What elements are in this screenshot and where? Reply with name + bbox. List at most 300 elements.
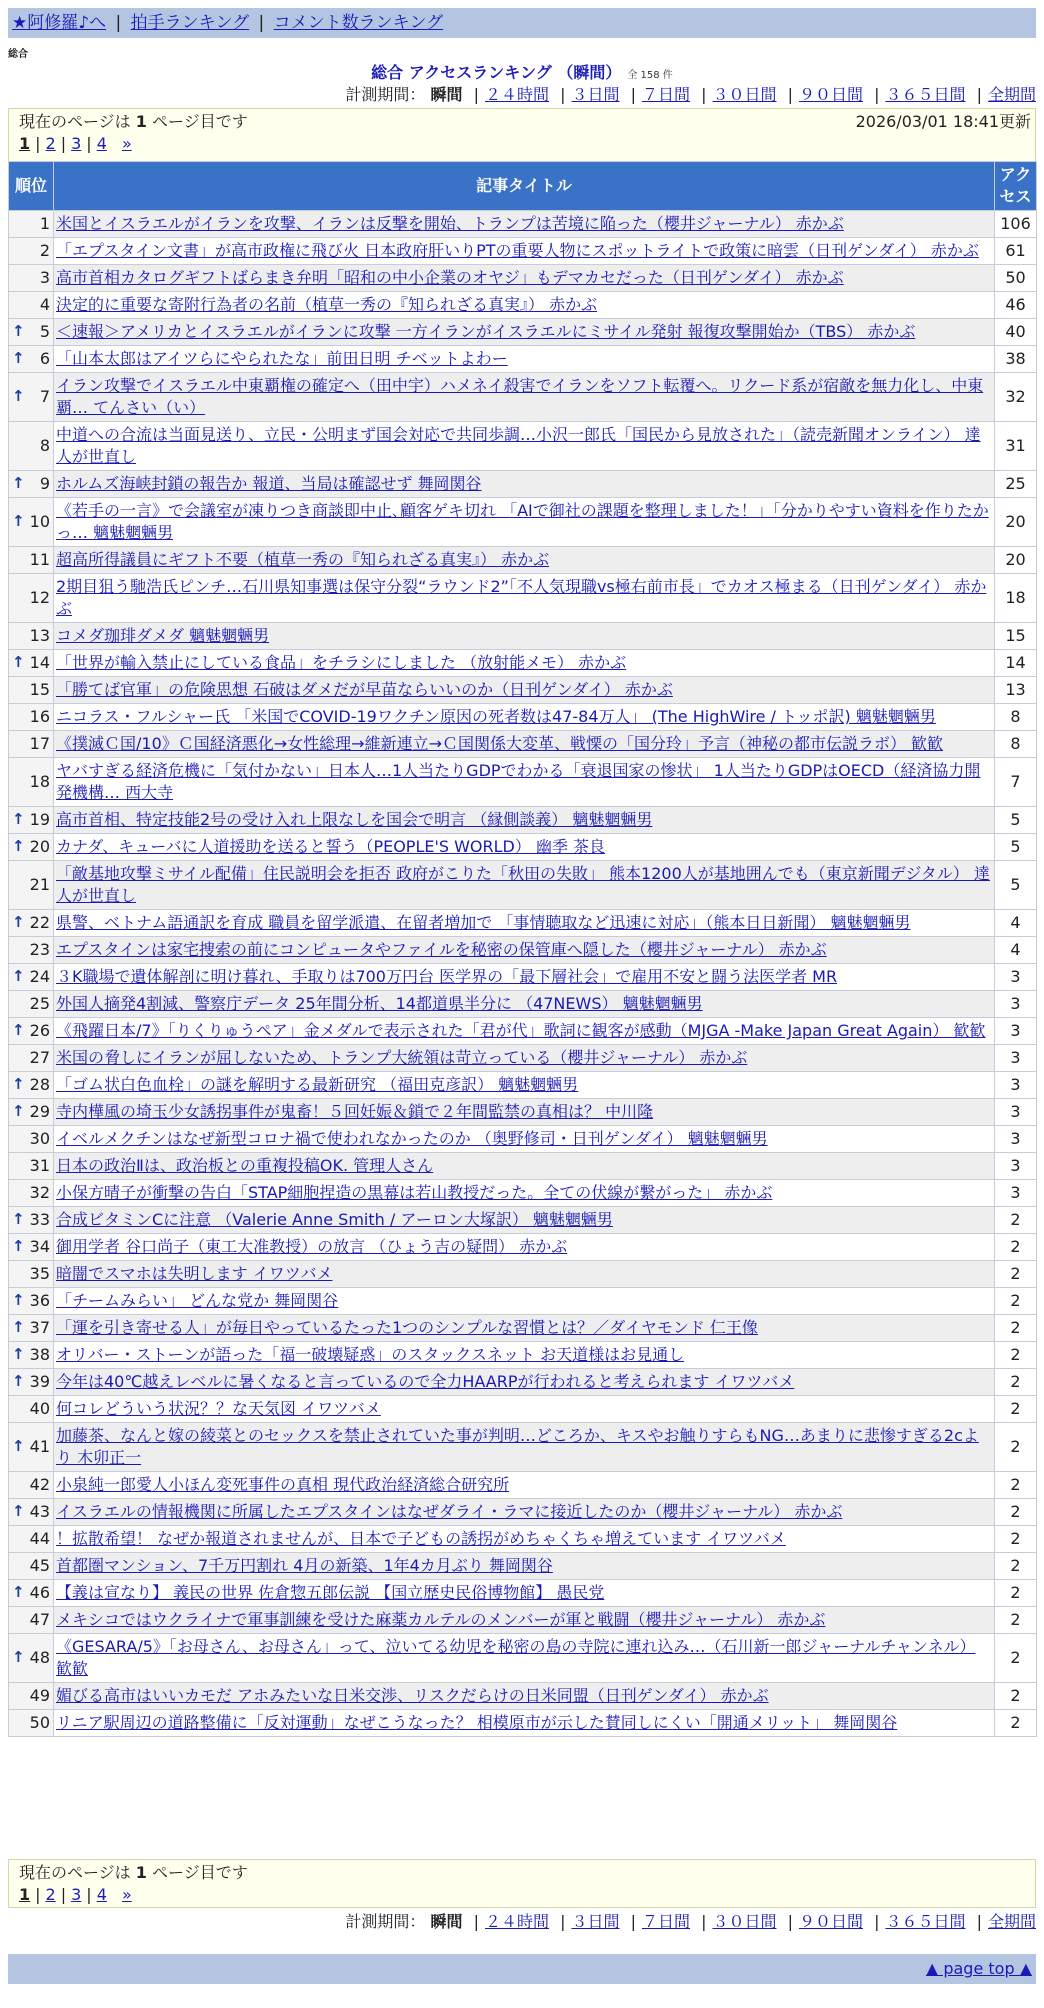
- period-365d-link[interactable]: ３６５日間: [885, 85, 966, 104]
- rank-up-arrow-icon: ↑: [12, 912, 25, 931]
- access-count: 3: [995, 1126, 1037, 1153]
- rank-cell: [9, 1099, 54, 1126]
- rank-number: 31: [29, 1156, 50, 1175]
- page-1-current: 1: [19, 1885, 31, 1904]
- next-page-link[interactable]: »: [121, 1885, 132, 1904]
- page-info-bottom: [8, 1859, 1036, 1908]
- rank-number: 14: [29, 653, 50, 672]
- access-count: 2: [995, 1288, 1037, 1315]
- page-4-link[interactable]: 4: [96, 1885, 107, 1904]
- rank-up-arrow-icon: ↑: [12, 809, 25, 828]
- rank-cell: [9, 1045, 54, 1072]
- access-count: 2: [995, 1683, 1037, 1710]
- title-cell: [54, 834, 995, 861]
- title-cell: [54, 1072, 995, 1099]
- table-row: [9, 1315, 1037, 1342]
- article-title-link[interactable]: オリバー・ストーンが語った「福一破壊疑惑」のスタックスネット お天道様はお見通し: [56, 1345, 685, 1364]
- article-title-link[interactable]: 日本の政治Ⅱは、政治板との重複投稿OK. 管理人さん: [56, 1156, 434, 1175]
- access-count: 7: [995, 758, 1037, 807]
- access-count: 2: [995, 1553, 1037, 1580]
- title-cell: [54, 1045, 995, 1072]
- article-title-link[interactable]: 「チームみらい」 どんな党か 舞岡関谷: [56, 1291, 339, 1310]
- table-row: [9, 731, 1037, 758]
- rank-number: 42: [29, 1475, 50, 1494]
- period-3d-link[interactable]: ３日間: [571, 85, 620, 104]
- rank-number: 15: [29, 680, 50, 699]
- article-title-link[interactable]: エプスタインは家宅捜索の前にコンピュータやファイルを秘密の保管庫へ隠した（櫻井ジャーナル） 赤かぶ: [56, 940, 827, 959]
- access-count: 2: [995, 1423, 1037, 1472]
- rank-cell: [9, 1526, 54, 1553]
- title-cell: [54, 574, 995, 623]
- title-column-header: 記事タイトル: [54, 162, 995, 211]
- access-count: 2: [995, 1396, 1037, 1423]
- access-count: 2: [995, 1472, 1037, 1499]
- table-row: [9, 1607, 1037, 1634]
- table-row: [9, 1472, 1037, 1499]
- table-row: [9, 292, 1037, 319]
- title-cell: [54, 1234, 995, 1261]
- period-all-link[interactable]: 全期間: [987, 1912, 1036, 1931]
- rank-up-arrow-icon: ↑: [12, 1647, 25, 1666]
- title-cell: [54, 1126, 995, 1153]
- article-title-link[interactable]: 《飛躍日本/7》「りくりゅうペア」金メダルで表示された「君が代」歌詞に観客が感動（MJGA -Make Japan Great Again） 歓歓: [56, 1021, 986, 1040]
- rank-up-arrow-icon: ↑: [12, 1020, 25, 1039]
- period-current: 瞬間: [430, 1912, 463, 1931]
- article-title-link[interactable]: 小泉純一郎愛人小ほん変死事件の真相 現代政治経済総合研究所: [56, 1475, 510, 1494]
- rank-cell: [9, 1207, 54, 1234]
- rank-cell: [9, 211, 54, 238]
- period-24h-link[interactable]: ２４時間: [484, 85, 549, 104]
- article-title-link[interactable]: 「エプスタイン文書」が高市政権に飛び火 日本政府肝いりPTの重要人物にスポットライトで政策に暗雲（日刊ゲンダイ） 赤かぶ: [56, 241, 979, 260]
- rank-number: 10: [29, 512, 50, 531]
- page-top-link[interactable]: ▲ page top ▲: [925, 1959, 1032, 1978]
- table-row: [9, 1072, 1037, 1099]
- period-7d-link[interactable]: ７日間: [641, 85, 690, 104]
- rank-up-arrow-icon: ↑: [12, 1582, 25, 1601]
- rank-up-arrow-icon: ↑: [12, 1290, 25, 1309]
- rank-cell: [9, 1180, 54, 1207]
- table-row: [9, 211, 1037, 238]
- rank-cell: [9, 650, 54, 677]
- title-cell: [54, 547, 995, 574]
- title-cell: [54, 498, 995, 547]
- article-title-link[interactable]: イベルメクチンはなぜ新型コロナ禍で使われなかったのか （奥野修司・日刊ゲンダイ） 魑魅魍魎男: [56, 1129, 768, 1148]
- table-row: [9, 834, 1037, 861]
- table-row: [9, 1099, 1037, 1126]
- title-cell: [54, 1207, 995, 1234]
- rank-number: 12: [29, 588, 50, 607]
- access-count: 3: [995, 991, 1037, 1018]
- article-title-link[interactable]: 決定的に重要な寄附行為者の名前（植草一秀の『知られざる真実』） 赤かぶ: [56, 295, 598, 314]
- rank-number: 47: [29, 1610, 50, 1629]
- rank-up-arrow-icon: ↑: [12, 1209, 25, 1228]
- table-row: [9, 1018, 1037, 1045]
- access-count: 4: [995, 910, 1037, 937]
- rank-number: 48: [29, 1648, 50, 1667]
- table-row: [9, 1045, 1037, 1072]
- article-title-link[interactable]: 「運を引き寄せる人」が毎日やっているたった1つのシンプルな習慣とは？／ダイヤモンド 仁王像: [56, 1318, 758, 1337]
- home-link[interactable]: ★阿修羅♪へ: [12, 13, 107, 33]
- rank-number: 7: [39, 387, 50, 406]
- article-title-link[interactable]: 高市首相カタログギフトばらまき弁明「昭和の中小企業のオヤジ」もデマカセだった（日刊ゲンダイ） 赤かぶ: [56, 268, 844, 287]
- article-title-link[interactable]: 寺内樺風の埼玉少女誘拐事件が鬼畜！５回妊娠＆鎖で２年間監禁の真相は？ 中川隆: [56, 1102, 654, 1121]
- table-row: [9, 1499, 1037, 1526]
- rank-number: 11: [29, 550, 50, 569]
- article-title-link[interactable]: 暗闇でスマホは失明します イワツバメ: [56, 1264, 333, 1283]
- period-90d-link[interactable]: ９０日間: [798, 1912, 863, 1931]
- article-title-link[interactable]: 県警、ベトナム語通訳を育成 職員を留学派遣、在留者増加で 「事情聴取など迅速に対応」（熊本日日新聞） 魑魅魍魎男: [56, 913, 911, 932]
- article-title-link[interactable]: 「世界が輸入禁止にしている食品」をチラシにしました （放射能メモ） 赤かぶ: [56, 653, 627, 672]
- table-row: [9, 677, 1037, 704]
- pagination-top: 1 | 2 | 3 | 4 »: [19, 134, 132, 153]
- access-count: 2: [995, 1207, 1037, 1234]
- access-count: 2: [995, 1261, 1037, 1288]
- article-title-link[interactable]: 「勝てば官軍」の危険思想 石破はダメだが早苗ならいいのか（日刊ゲンダイ） 赤かぶ: [56, 680, 673, 699]
- article-title-link[interactable]: 「山本太郎はアイツらにやられたな」前田日明 チベットよわー: [56, 349, 508, 368]
- table-row: [9, 1683, 1037, 1710]
- table-row: [9, 1180, 1037, 1207]
- rank-number: 20: [29, 837, 50, 856]
- period-label: 計測期間：: [345, 1912, 426, 1931]
- rank-cell: [9, 1499, 54, 1526]
- rank-cell: [9, 1580, 54, 1607]
- access-count: 38: [995, 346, 1037, 373]
- rank-up-arrow-icon: ↑: [12, 966, 25, 985]
- access-count: 5: [995, 861, 1037, 910]
- article-title-link[interactable]: 高市首相、特定技能2号の受け入れ上限なしを国会で明言 （縁側談義） 魑魅魍魎男: [56, 810, 653, 829]
- rank-cell: [9, 1342, 54, 1369]
- table-row: [9, 547, 1037, 574]
- applause-ranking-link[interactable]: 拍手ランキング: [130, 13, 250, 33]
- period-365d-link[interactable]: ３６５日間: [885, 1912, 966, 1931]
- table-row: [9, 937, 1037, 964]
- access-count: 8: [995, 704, 1037, 731]
- rank-cell: [9, 1710, 54, 1737]
- rank-number: 19: [29, 810, 50, 829]
- page-3-link[interactable]: 3: [71, 1885, 82, 1904]
- access-count: 5: [995, 834, 1037, 861]
- rank-up-arrow-icon: ↑: [12, 473, 25, 492]
- article-title-link[interactable]: 今年は40℃越えレベルに暑くなると言っているので全力HAARPが行われると考えられます イワツバメ: [56, 1372, 795, 1391]
- table-row: [9, 1288, 1037, 1315]
- article-title-link[interactable]: 《撲滅Ｃ国/10》Ｃ国経済悪化→女性総理→維新連立→Ｃ国関係大変革、戦慄の「国分玲」予言（神秘の都市伝説ラボ） 歓歓: [56, 734, 944, 753]
- rank-cell: [9, 1234, 54, 1261]
- rank-cell: [9, 292, 54, 319]
- title-cell: [54, 1153, 995, 1180]
- page-2-link[interactable]: 2: [45, 134, 56, 153]
- updated-timestamp: 2026/03/01 18:41更新: [855, 112, 1031, 131]
- rank-cell: [9, 373, 54, 422]
- rank-cell: [9, 238, 54, 265]
- rank-number: 35: [29, 1264, 50, 1283]
- table-row: [9, 1634, 1037, 1683]
- rank-up-arrow-icon: ↑: [12, 386, 25, 405]
- table-row: [9, 471, 1037, 498]
- page-2-link[interactable]: 2: [45, 1885, 56, 1904]
- rank-number: 9: [39, 474, 50, 493]
- rank-number: 30: [29, 1129, 50, 1148]
- rank-up-arrow-icon: ↑: [12, 1236, 25, 1255]
- footer-bar: [8, 1954, 1036, 1984]
- title-cell: [54, 1607, 995, 1634]
- title-cell: [54, 238, 995, 265]
- title-cell: [54, 373, 995, 422]
- access-count: 25: [995, 471, 1037, 498]
- table-row: [9, 1396, 1037, 1423]
- access-count: 20: [995, 498, 1037, 547]
- rank-cell: [9, 1683, 54, 1710]
- period-24h-link[interactable]: ２４時間: [484, 1912, 549, 1931]
- current-page-text: 現在のページは 1 ページ目です: [19, 1863, 248, 1882]
- access-count: 4: [995, 937, 1037, 964]
- current-page-text: 現在のページは 1 ページ目です: [19, 112, 248, 131]
- page-4-link[interactable]: 4: [96, 134, 107, 153]
- rank-cell: [9, 1607, 54, 1634]
- current-page-number: 1: [135, 112, 147, 131]
- article-title-link[interactable]: 米国とイスラエルがイランを攻撃、イランは反撃を開始、トランプは苦境に陥った（櫻井ジャーナル） 赤かぶ: [56, 214, 844, 233]
- access-count: 3: [995, 1072, 1037, 1099]
- article-title-link[interactable]: イラン攻撃でイスラエル中東覇権の確定へ（田中宇）ハメネイ殺害でイランをソフト転覆へ。リクード系が宿敵を無力化し、中東覇… てんさい（い）: [56, 376, 984, 417]
- article-title-link[interactable]: 《若手の一言》で会議室が凍りつき商談即中止､顧客ゲキ切れ 「AIで御社の課題を整理しました！｣「分かりやすい資料を作りたかっ… 魑魅魍魎男: [56, 501, 989, 542]
- rank-cell: [9, 991, 54, 1018]
- ranking-title-text: 総合 アクセスランキング （瞬間）: [371, 63, 622, 82]
- article-title-link[interactable]: イスラエルの情報機関に所属したエプスタインはなぜダライ・ラマに接近したのか（櫻井ジャーナル） 赤かぶ: [56, 1502, 843, 1521]
- rank-number: 5: [39, 322, 50, 341]
- table-row: [9, 574, 1037, 623]
- title-cell: [54, 677, 995, 704]
- article-title-link[interactable]: カナダ、キューバに人道援助を送ると誓う（PEOPLE'S WORLD） 幽季 茶良: [56, 837, 606, 856]
- access-count: 2: [995, 1607, 1037, 1634]
- title-cell: [54, 1499, 995, 1526]
- period-30d-link[interactable]: ３０日間: [712, 85, 777, 104]
- rank-number: 2: [39, 241, 50, 260]
- rank-number: 17: [29, 734, 50, 753]
- article-title-link[interactable]: 御用学者 谷口尚子（東工大准教授）の放言 （ひょう吉の疑問） 赤かぶ: [56, 1237, 568, 1256]
- rank-number: 13: [29, 626, 50, 645]
- rank-cell: [9, 910, 54, 937]
- title-cell: [54, 1369, 995, 1396]
- rank-cell: [9, 937, 54, 964]
- title-cell: [54, 1634, 995, 1683]
- rank-number: 6: [39, 349, 50, 368]
- table-row: [9, 1126, 1037, 1153]
- access-count: 2: [995, 1634, 1037, 1683]
- rank-number: 45: [29, 1556, 50, 1575]
- rank-number: 25: [29, 994, 50, 1013]
- table-row: [9, 422, 1037, 471]
- article-title-link[interactable]: 媚びる高市はいいカモだ アホみたいな日米交渉、リスクだらけの日米同盟（日刊ゲンダイ） 赤かぶ: [56, 1686, 769, 1705]
- ranking-table: [8, 161, 1037, 1737]
- rank-cell: [9, 422, 54, 471]
- title-cell: [54, 758, 995, 807]
- access-count: 46: [995, 292, 1037, 319]
- rank-cell: [9, 1553, 54, 1580]
- title-cell: [54, 1261, 995, 1288]
- rank-up-arrow-icon: ↑: [12, 1501, 25, 1520]
- article-title-link[interactable]: 加藤茶、なんと嫁の綾菜とのセックスを禁止されていた事が判明…どころか、キスやお触りすらもNG…あまりに悲惨すぎる2cより 木卯正一: [56, 1426, 979, 1467]
- next-page-link[interactable]: »: [121, 134, 132, 153]
- period-all-link[interactable]: 全期間: [987, 85, 1036, 104]
- rank-cell: [9, 807, 54, 834]
- rank-cell: [9, 834, 54, 861]
- title-cell: [54, 1683, 995, 1710]
- table-row: [9, 1526, 1037, 1553]
- comment-ranking-link[interactable]: コメント数ランキング: [273, 13, 444, 33]
- rank-cell: [9, 265, 54, 292]
- title-cell: [54, 1580, 995, 1607]
- rank-number: 27: [29, 1048, 50, 1067]
- article-title-link[interactable]: 合成ビタミンCに注意 （Valerie Anne Smith / アーロン大塚訳） 魑魅魍魎男: [56, 1210, 613, 1229]
- rank-up-arrow-icon: ↑: [12, 1344, 25, 1363]
- title-cell: [54, 1553, 995, 1580]
- page-3-link[interactable]: 3: [71, 134, 82, 153]
- rank-cell: [9, 861, 54, 910]
- table-row: [9, 704, 1037, 731]
- article-title-link[interactable]: ３K職場で遺体解剖に明け暮れ、手取りは700万円台 医学界の「最下層社会」で雇用不安と闘う法医学者 MR: [56, 967, 838, 986]
- article-title-link[interactable]: 「敵基地攻撃ミサイル配備」住民説明会を拒否 政府がこりた「秋田の失敗」 熊本1200人が基地囲んでも（東京新聞デジタル） 達人が世直し: [56, 864, 990, 905]
- period-selector-top: 計測期間： 瞬間 | ２４時間 | ３日間 | ７日間 | ３０日間 | ９０日間 | ３６５日間 | 全期間: [345, 85, 1036, 104]
- access-count: 40: [995, 319, 1037, 346]
- rank-cell: [9, 1126, 54, 1153]
- rank-up-arrow-icon: ↑: [12, 836, 25, 855]
- table-row: [9, 1423, 1037, 1472]
- rank-up-arrow-icon: ↑: [12, 511, 25, 530]
- rank-cell: [9, 1315, 54, 1342]
- article-title-link[interactable]: 2期目狙う馳浩氏ピンチ…石川県知事選は保守分裂“ラウンド2”「不人気現職vs極右前市長」でカオス極まる（日刊ゲンダイ） 赤かぶ: [56, 577, 987, 618]
- access-count: 8: [995, 731, 1037, 758]
- rank-number: 46: [29, 1583, 50, 1602]
- rank-up-arrow-icon: ↑: [12, 652, 25, 671]
- article-title-link[interactable]: 「ゴム状白色血栓」の謎を解明する最新研究 （福田克彦訳） 魑魅魍魎男: [56, 1075, 579, 1094]
- table-row: [9, 1261, 1037, 1288]
- article-title-link[interactable]: ニコラス・フルシャー氏 「米国でCOVID-19ワクチン原因の死者数は47-84万人」 (The HighWire / トッポ訳) 魑魅魍魎男: [56, 707, 936, 726]
- access-count: 106: [995, 211, 1037, 238]
- period-3d-link[interactable]: ３日間: [571, 1912, 620, 1931]
- rank-cell: [9, 1369, 54, 1396]
- rank-up-arrow-icon: ↑: [12, 1074, 25, 1093]
- access-count: 2: [995, 1369, 1037, 1396]
- table-row: [9, 1710, 1037, 1737]
- article-title-link[interactable]: 《GESARA/5》「お母さん、お母さん」って、泣いてる幼児を秘密の島の寺院に連れ込み…（石川新一郎ジャーナルチャンネル） 歓歓: [56, 1637, 976, 1678]
- rank-number: 23: [29, 940, 50, 959]
- access-count: 31: [995, 422, 1037, 471]
- title-cell: [54, 807, 995, 834]
- article-title-link[interactable]: 中道への合流は当面見送り、立民・公明まず国会対応で共同歩調…小沢一郎氏「国民から見放された」（読売新聞オンライン） 達人が世直し: [56, 425, 981, 466]
- article-title-link[interactable]: 超高所得議員にギフト不要（植草一秀の『知られざる真実』） 赤かぶ: [56, 550, 550, 569]
- page-info-top: [8, 108, 1036, 161]
- article-title-link[interactable]: リニア駅周辺の道路整備に「反対運動」なぜこうなった？ 相模原市が示した賛同しにくい「開通メリット」 舞岡関谷: [56, 1713, 898, 1732]
- article-title-link[interactable]: メキシコではウクライナで軍事訓練を受けた麻薬カルテルのメンバーが軍と戦闘（櫻井ジャーナル） 赤かぶ: [56, 1610, 826, 1629]
- rank-number: 50: [29, 1713, 50, 1732]
- rank-cell: [9, 1288, 54, 1315]
- title-cell: [54, 1526, 995, 1553]
- rank-cell: [9, 471, 54, 498]
- rank-cell: [9, 1634, 54, 1683]
- rank-number: 44: [29, 1529, 50, 1548]
- title-cell: [54, 1099, 995, 1126]
- rank-cell: [9, 319, 54, 346]
- rank-up-arrow-icon: ↑: [12, 321, 25, 340]
- access-count: 13: [995, 677, 1037, 704]
- access-count: 61: [995, 238, 1037, 265]
- rank-cell: [9, 758, 54, 807]
- rank-number: 32: [29, 1183, 50, 1202]
- current-page-number: 1: [135, 1863, 147, 1882]
- article-title-link[interactable]: 首都圏マンション、7千万円割れ 4月の新築、1年4カ月ぶり 舞岡関谷: [56, 1556, 553, 1575]
- rank-cell: [9, 1072, 54, 1099]
- title-cell: [54, 1315, 995, 1342]
- period-90d-link[interactable]: ９０日間: [798, 85, 863, 104]
- access-count: 15: [995, 623, 1037, 650]
- title-cell: [54, 731, 995, 758]
- table-row: [9, 623, 1037, 650]
- rank-up-arrow-icon: ↑: [12, 1101, 25, 1120]
- rank-cell: [9, 964, 54, 991]
- rank-number: 49: [29, 1686, 50, 1705]
- period-current: 瞬間: [430, 85, 463, 104]
- article-title-link[interactable]: ＜速報＞アメリカとイスラエルがイランに攻撃 一方イランがイスラエルにミサイル発射 報復攻撃開始か（TBS） 赤かぶ: [56, 322, 916, 341]
- title-cell: [54, 1018, 995, 1045]
- table-row: [9, 319, 1037, 346]
- article-title-link[interactable]: 何コレどういう状況？？な天気図 イワツバメ: [56, 1399, 381, 1418]
- rank-cell: [9, 1472, 54, 1499]
- rank-up-arrow-icon: ↑: [12, 1436, 25, 1455]
- article-title-link[interactable]: ヤバすぎる経済危機に「気付かない」日本人…1人当たりGDPでわかる「衰退国家の惨状」 1人当たりGDPはOECD（経済協力開発機構… 西大寺: [56, 761, 981, 802]
- access-count: 3: [995, 1099, 1037, 1126]
- rank-number: 41: [29, 1437, 50, 1456]
- article-title-link[interactable]: 外国人摘発4割減、警察庁データ 25年間分析、14都道県半分に （47NEWS） 魑魅魍魎男: [56, 994, 703, 1013]
- title-cell: [54, 937, 995, 964]
- article-title-link[interactable]: ホルムズ海峡封鎖の報告か 報道、当局は確認せず 舞岡関谷: [56, 474, 482, 493]
- table-row: [9, 346, 1037, 373]
- rank-cell: [9, 704, 54, 731]
- article-title-link[interactable]: ！拡散希望！ なぜか報道されませんが、日本で子どもの誘拐がめちゃくちゃ増えています イワツバメ: [56, 1529, 786, 1548]
- ranking-count: 全 158 件: [627, 70, 673, 81]
- rank-number: 1: [39, 214, 50, 233]
- rank-cell: [9, 498, 54, 547]
- table-row: [9, 910, 1037, 937]
- rank-number: 38: [29, 1345, 50, 1364]
- article-title-link[interactable]: 米国の脅しにイランが屈しないため、トランプ大統領は苛立っている（櫻井ジャーナル） 赤かぶ: [56, 1048, 748, 1067]
- rank-number: 18: [29, 772, 50, 791]
- nav-separator: |: [258, 13, 265, 33]
- title-cell: [54, 1710, 995, 1737]
- access-count: 3: [995, 1153, 1037, 1180]
- category-label: 総合: [8, 49, 28, 60]
- access-count: 20: [995, 547, 1037, 574]
- period-7d-link[interactable]: ７日間: [641, 1912, 690, 1931]
- period-30d-link[interactable]: ３０日間: [712, 1912, 777, 1931]
- rank-cell: [9, 1423, 54, 1472]
- rank-cell: [9, 731, 54, 758]
- period-label: 計測期間：: [345, 85, 426, 104]
- title-cell: [54, 623, 995, 650]
- rank-number: 33: [29, 1210, 50, 1229]
- access-count: 2: [995, 1315, 1037, 1342]
- title-cell: [54, 211, 995, 238]
- rank-cell: [9, 346, 54, 373]
- rank-number: 40: [29, 1399, 50, 1418]
- pagination-bottom: 1 | 2 | 3 | 4 »: [19, 1885, 132, 1904]
- title-cell: [54, 910, 995, 937]
- article-title-link[interactable]: コメダ珈琲ダメダ 魑魅魍魎男: [56, 626, 270, 645]
- access-count: 50: [995, 265, 1037, 292]
- period-selector-bottom: 計測期間： 瞬間 | ２４時間 | ３日間 | ７日間 | ３０日間 | ９０日間 | ３６５日間 | 全期間: [345, 1912, 1036, 1931]
- table-row: [9, 964, 1037, 991]
- article-title-link[interactable]: 【義は宣なり】 義民の世界 佐倉惣五郎伝説 【国立歴史民俗博物館】 愚民党: [56, 1583, 605, 1602]
- article-title-link[interactable]: 小保方晴子が衝撃の告白「STAP細胞捏造の黒幕は若山教授だった。全ての伏線が繋がった」 赤かぶ: [56, 1183, 773, 1202]
- title-cell: [54, 964, 995, 991]
